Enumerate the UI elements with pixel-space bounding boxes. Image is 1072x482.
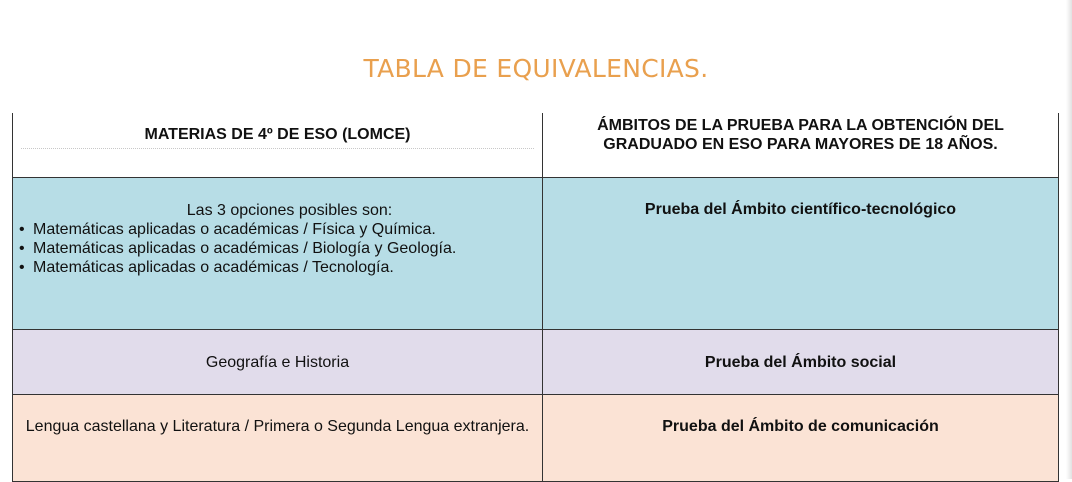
- header-ambitos-line2: GRADUADO EN ESO PARA MAYORES DE 18 AÑOS.: [603, 136, 998, 153]
- bullet-icon: •: [19, 221, 25, 238]
- subjects-cell-comunicacion: [13, 395, 543, 482]
- header-materias-label: MATERIAS DE 4º DE ESO (LOMCE): [21, 113, 534, 149]
- subjects-label: Lengua castellana y Literatura / Primera o Segunda Lengua extranjera.: [25, 418, 530, 435]
- header-cell-ambitos: [543, 113, 1059, 178]
- header-cell-materias: [13, 113, 543, 178]
- ambito-cell-comunicacion: [543, 395, 1059, 482]
- table-row-social: [13, 330, 1059, 395]
- bullet-icon: •: [19, 240, 25, 257]
- header-ambitos-line1: ÁMBITOS DE LA PRUEBA PARA LA OBTENCIÓN DEL: [597, 117, 1004, 134]
- bullet-icon: •: [19, 259, 25, 276]
- subject-options-list: [19, 220, 536, 277]
- table-header-row: [13, 113, 1059, 178]
- subjects-cell-social: [13, 330, 543, 395]
- subject-option: • Matemáticas aplicadas o académicas / Tecnología.: [19, 259, 394, 276]
- subjects-label: Geografía e Historia: [205, 353, 350, 371]
- subjects-cell-cientifico: [13, 178, 543, 330]
- ambito-label: Prueba del Ámbito científico-tecnológico: [644, 201, 957, 218]
- header-ambitos-label: [549, 113, 1052, 154]
- subject-option: • Matemáticas aplicadas o académicas / Física y Química.: [19, 221, 436, 238]
- subjects-intro: Las 3 opciones posibles son:: [186, 202, 393, 219]
- subject-option: • Matemáticas aplicadas o académicas / Biología y Geología.: [19, 240, 457, 257]
- ambito-label: Prueba del Ámbito de comunicación: [662, 418, 939, 435]
- ambito-cell-cientifico: [543, 178, 1059, 330]
- table-row-comunicacion: [13, 395, 1059, 482]
- document-title: TABLA DE EQUIVALENCIAS.: [363, 54, 709, 83]
- equivalence-table: [12, 113, 1059, 482]
- ambito-cell-social: [543, 330, 1059, 395]
- ambito-label: Prueba del Ámbito social: [704, 353, 897, 371]
- table-row-cientifico: [13, 178, 1059, 330]
